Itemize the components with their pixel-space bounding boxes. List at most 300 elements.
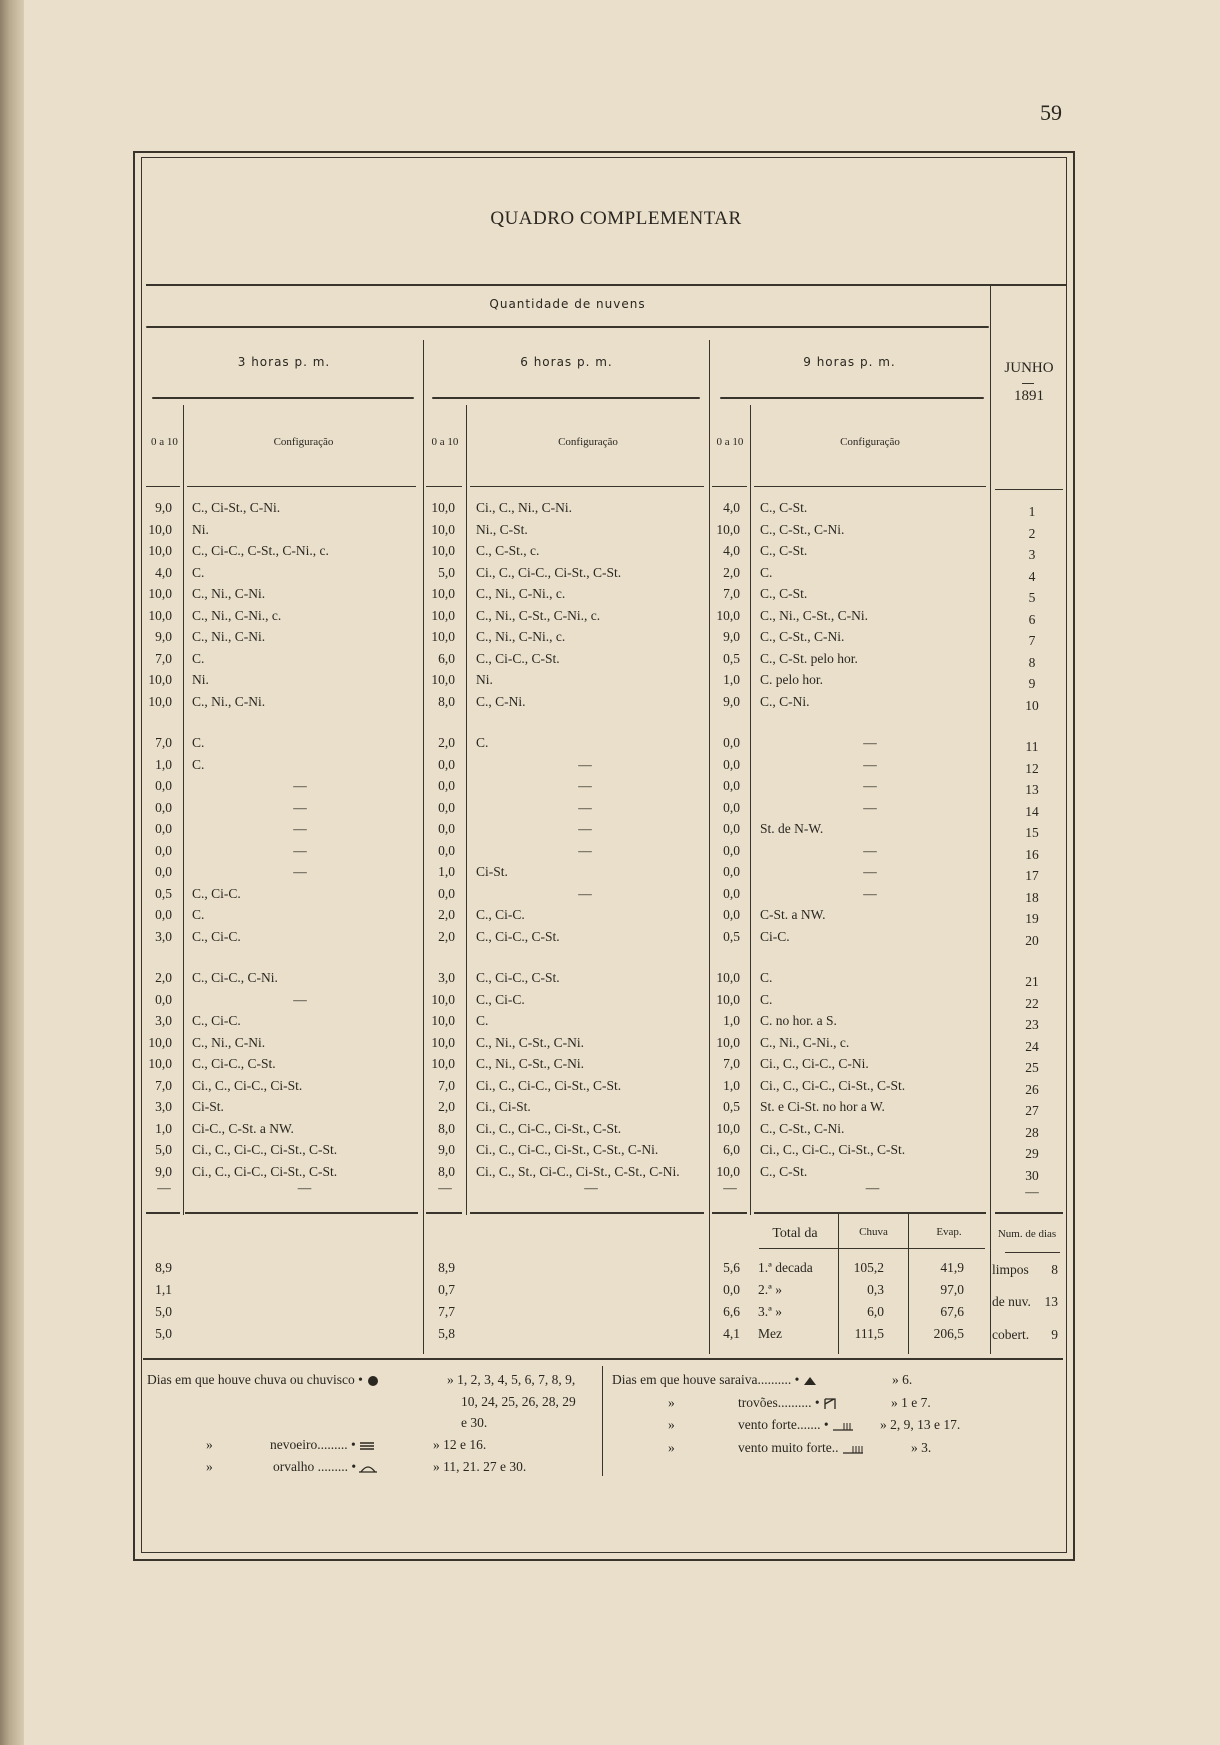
cell-amount-3pm: 10,0	[148, 521, 172, 537]
cell-amount-9pm: 0,5	[723, 650, 740, 666]
cell-config-9pm: —	[863, 842, 877, 858]
cell-amount-9pm: 10,0	[716, 1163, 740, 1179]
note-thunder-text: trovões..........	[738, 1395, 812, 1410]
note-bullet: •	[794, 1372, 800, 1387]
header-underline	[754, 486, 986, 487]
cell-config-9pm: C., C-St.	[760, 1163, 808, 1179]
cell-amount-6pm: 8,0	[438, 693, 455, 709]
cell-amount-3pm: 10,0	[148, 672, 172, 687]
cell-config-3pm: Ci., C., Ci-C., Ci-St., C-St.	[192, 1142, 338, 1157]
cell-day: 1	[1028, 504, 1036, 519]
table-row	[0, 1078, 1220, 1098]
very-strong-wind-icon	[842, 1444, 864, 1454]
summary-amount-6pm: 5,8	[438, 1326, 455, 1341]
thunder-icon	[823, 1398, 837, 1410]
table-row	[0, 778, 1220, 798]
cell-config-9pm: C., Ni., C-Ni., c.	[760, 1034, 850, 1050]
days-clear-value: 8	[1051, 1262, 1058, 1277]
cell-config-6pm: —	[578, 885, 592, 901]
cell-amount-3pm: 10,0	[148, 1034, 172, 1050]
cell-config-6pm: C.	[476, 735, 489, 750]
cell-day: 30	[1025, 1167, 1039, 1183]
cell-amount-9pm: 0,0	[723, 756, 740, 772]
table-row	[0, 565, 1220, 585]
table-row	[0, 500, 1220, 520]
summary-amount-3pm: 1,1	[155, 1282, 172, 1297]
notes-divider	[602, 1366, 603, 1476]
cell-config-6pm: Ci., C., Ci-C., Ci-St., C-St.	[476, 564, 622, 580]
cell-config-3pm: C.	[192, 564, 205, 580]
summary-period: 1.ª decada	[758, 1260, 813, 1275]
table-row	[0, 522, 1220, 542]
cell-amount-3pm: 7,0	[155, 735, 172, 750]
cell-amount-3pm: 0,0	[155, 864, 172, 879]
header-underline	[470, 486, 704, 487]
cell-config-3pm: Ci-St.	[192, 1099, 224, 1114]
group-header: Quantidade de nuvens	[489, 297, 646, 311]
note-hail-days: » 6.	[892, 1372, 913, 1387]
cell-amount-3pm: —	[157, 1180, 171, 1195]
table-row	[0, 929, 1220, 949]
summary-total-header: Total da	[772, 1226, 818, 1241]
cell-amount-6pm: 0,0	[438, 821, 455, 836]
table-row	[0, 1035, 1220, 1055]
cell-amount-6pm: 0,0	[438, 842, 455, 858]
summary-rain: 0,3	[867, 1282, 884, 1297]
cell-config-6pm: Ni., C-St.	[476, 521, 528, 537]
note-ditto: »	[206, 1437, 213, 1452]
note-dew-days: » 11, 21. 27 e 30.	[433, 1459, 527, 1474]
note-strong-wind-label	[738, 1440, 864, 1456]
cell-amount-6pm: 10,0	[431, 991, 455, 1007]
cell-amount-9pm: 0,5	[723, 928, 740, 944]
cell-config-9pm: C., Ni., C-St., C-Ni.	[760, 607, 869, 623]
cell-config-3pm: C., Ni., C-Ni.	[192, 1034, 266, 1050]
header-underline	[187, 486, 416, 487]
cell-day: 22	[1025, 995, 1039, 1011]
table-row	[0, 694, 1220, 714]
note-thunder-label	[738, 1395, 837, 1411]
table-row	[0, 1099, 1220, 1119]
cell-config-9pm: —	[863, 735, 877, 750]
summary-rain: 111,5	[854, 1326, 884, 1341]
cell-config-9pm: C. pelo hor.	[760, 672, 823, 687]
cell-amount-3pm: 9,0	[155, 500, 172, 515]
summary-amount-6pm: 0,7	[438, 1282, 455, 1297]
note-hail-label	[612, 1372, 817, 1388]
cell-amount-6pm: 0,0	[438, 885, 455, 901]
table-row	[0, 992, 1220, 1012]
table-end-rule	[146, 1212, 180, 1214]
days-clear	[992, 1262, 1062, 1278]
cell-config-3pm: C., Ci-C.	[192, 885, 241, 901]
summary-amount-6pm: 8,9	[438, 1260, 455, 1275]
cell-day: 13	[1025, 782, 1039, 797]
note-rain-days-3: e 30.	[461, 1415, 488, 1430]
cell-amount-9pm: 9,0	[723, 693, 740, 709]
cell-amount-6pm: 2,0	[438, 928, 455, 944]
cell-config-6pm: Ni.	[476, 672, 493, 687]
cell-amount-6pm: 0,0	[438, 778, 455, 793]
summary-rain: 105,2	[853, 1260, 884, 1275]
cell-day: 6	[1028, 611, 1036, 627]
table-end-rule	[470, 1212, 704, 1214]
cell-config-6pm: C., Ci-C., C-St.	[476, 928, 560, 944]
cell-config-3pm: —	[293, 864, 307, 879]
cell-config-9pm: C., C-St., C-Ni.	[760, 629, 845, 644]
table-row	[0, 800, 1220, 820]
cell-amount-9pm: 0,0	[723, 885, 740, 901]
note-bullet: •	[351, 1459, 357, 1474]
cell-amount-3pm: 7,0	[155, 650, 172, 666]
table-row	[0, 757, 1220, 777]
cell-amount-9pm: 9,0	[723, 629, 740, 644]
summary-amount-6pm: 7,7	[438, 1304, 455, 1319]
cell-amount-6pm: 8,0	[438, 1163, 455, 1179]
cell-amount-9pm: 0,0	[723, 799, 740, 815]
cell-config-6pm: C., Ci-C.	[476, 991, 525, 1007]
cell-config-6pm: —	[578, 842, 592, 858]
cell-config-3pm: Ni.	[192, 521, 209, 537]
note-bullet: •	[350, 1437, 356, 1452]
table-row	[0, 821, 1220, 841]
cell-amount-3pm: 2,0	[155, 970, 172, 985]
cell-amount-9pm: 1,0	[723, 1077, 740, 1093]
cell-amount-6pm: 5,0	[438, 564, 455, 580]
notes-rule	[143, 1358, 1063, 1360]
table-end-rule	[185, 1212, 418, 1214]
cell-amount-6pm: 10,0	[431, 543, 455, 558]
cell-amount-3pm: 1,0	[155, 756, 172, 772]
days-overcast-value: 9	[1051, 1327, 1058, 1342]
cell-day: 18	[1025, 889, 1039, 905]
cell-config-6pm: C., Ci-C., C-St.	[476, 650, 560, 666]
cell-amount-3pm: 3,0	[155, 928, 172, 944]
cell-day: 5	[1028, 590, 1036, 605]
cell-config-9pm: —	[863, 864, 877, 879]
cell-config-3pm: C., Ci-St., C-Ni.	[192, 500, 281, 515]
cell-amount-9pm: 2,0	[723, 564, 740, 580]
col-config-6pm: Configuração	[558, 436, 618, 448]
table-row	[0, 843, 1220, 863]
rain-icon	[366, 1374, 380, 1388]
note-rain-label	[147, 1372, 380, 1388]
note-strong-wind-days: » 3.	[911, 1440, 932, 1455]
cell-config-6pm: Ci., C., St., Ci-C., Ci-St., C-St., C-Ni.	[476, 1163, 680, 1179]
cell-config-3pm: Ci., C., Ci-C., Ci-St.	[192, 1077, 303, 1093]
hail-icon	[803, 1376, 817, 1386]
days-underline	[1005, 1252, 1060, 1253]
cell-day: 3	[1028, 547, 1036, 562]
cell-day: 21	[1025, 974, 1039, 989]
header-underline	[146, 486, 180, 487]
cell-config-6pm: C., Ni., C-St., C-Ni., c.	[476, 607, 601, 623]
cell-amount-3pm: 0,0	[155, 842, 172, 858]
cell-config-3pm: C., Ni., C-Ni.	[192, 586, 266, 601]
header-underline	[995, 489, 1063, 490]
cell-day: 23	[1025, 1017, 1039, 1032]
summary-rain-header: Chuva	[859, 1226, 888, 1238]
table-row	[0, 1142, 1220, 1162]
days-cloudy-value: 13	[1044, 1294, 1058, 1309]
note-rain-days-2: 10, 24, 25, 26, 28, 29	[461, 1394, 576, 1409]
cell-config-3pm: C., Ci-C., C-Ni.	[192, 970, 278, 985]
cell-amount-3pm: 0,0	[155, 778, 172, 793]
note-strong-wind-text: vento muito forte..	[738, 1440, 839, 1455]
table-row	[0, 672, 1220, 692]
cell-day: 7	[1028, 633, 1036, 648]
table-end-rule	[995, 1212, 1063, 1214]
summary-amount-9pm: 6,6	[723, 1304, 740, 1319]
page-title: QUADRO COMPLEMENTAR	[490, 208, 742, 229]
cell-config-9pm: —	[863, 756, 877, 772]
cell-config-6pm: Ci., Ci-St.	[476, 1099, 531, 1114]
days-cloudy-label: de nuv.	[992, 1294, 1031, 1309]
summary-amount-9pm: 0,0	[723, 1282, 740, 1297]
cell-config-9pm: C. no hor. a S.	[760, 1013, 837, 1028]
cell-day: 29	[1025, 1146, 1039, 1161]
cell-day: 11	[1025, 739, 1039, 754]
days-cloudy	[992, 1294, 1062, 1310]
cell-day: 19	[1025, 911, 1039, 926]
cell-config-9pm: —	[863, 778, 877, 793]
cell-amount-6pm: 6,0	[438, 650, 455, 666]
note-wind-label	[738, 1417, 854, 1433]
cell-amount-9pm: 10,0	[716, 1034, 740, 1050]
cell-amount-3pm: 9,0	[155, 1163, 172, 1179]
cell-amount-9pm: 0,0	[723, 864, 740, 879]
table-row	[0, 1121, 1220, 1141]
note-dew-label	[273, 1459, 377, 1475]
col-amount-6pm: 0 a 10	[431, 436, 459, 448]
table-row	[0, 886, 1220, 906]
cell-amount-9pm: 0,0	[723, 821, 740, 836]
cell-amount-6pm: 2,0	[438, 907, 455, 922]
cell-amount-3pm: 10,0	[148, 607, 172, 623]
brace-3pm	[152, 397, 414, 399]
cell-day: 10	[1025, 697, 1039, 713]
group-brace	[146, 326, 989, 328]
cell-config-3pm: C., Ci-C., C-St., C-Ni., c.	[192, 543, 329, 558]
cell-config-3pm: Ni.	[192, 672, 209, 687]
cell-amount-6pm: 10,0	[431, 672, 455, 687]
table-end-row	[0, 1180, 1220, 1200]
cell-config-3pm: C.	[192, 735, 205, 750]
table-row	[0, 970, 1220, 990]
cell-amount-6pm: 10,0	[431, 521, 455, 537]
cell-config-6pm: C., C-St., c.	[476, 543, 540, 558]
cell-config-6pm: Ci., C., Ni., C-Ni.	[476, 500, 573, 515]
cell-config-9pm: C-St. a NW.	[760, 907, 826, 922]
cell-config-9pm: C., C-St., C-Ni.	[760, 1120, 845, 1136]
cell-config-3pm: Ci., C., Ci-C., Ci-St., C-St.	[192, 1163, 338, 1179]
cell-amount-6pm: 1,0	[438, 864, 455, 879]
cell-day: 24	[1025, 1038, 1039, 1054]
cell-day: 14	[1025, 803, 1039, 819]
cell-amount-3pm: 1,0	[155, 1120, 172, 1136]
cell-amount-3pm: 3,0	[155, 1013, 172, 1028]
cell-day: 26	[1025, 1081, 1039, 1097]
cell-config-9pm: C., C-St. pelo hor.	[760, 650, 858, 666]
cell-amount-3pm: 10,0	[148, 586, 172, 601]
summary-amount-3pm: 5,0	[155, 1304, 172, 1319]
cell-config-9pm: —	[863, 885, 877, 901]
summary-evap: 67,6	[940, 1304, 964, 1319]
page-number: 59	[1040, 100, 1062, 125]
note-thunder-days: » 1 e 7.	[891, 1395, 931, 1410]
cell-amount-9pm: 10,0	[716, 521, 740, 537]
days-overcast-label: cobert.	[992, 1327, 1030, 1342]
cell-config-6pm: —	[578, 821, 592, 836]
strong-wind-icon	[832, 1421, 854, 1431]
cell-config-9pm: C., C-Ni.	[760, 693, 810, 709]
summary-evap: 97,0	[940, 1282, 964, 1297]
cell-amount-9pm: —	[723, 1180, 737, 1195]
cell-amount-6pm: 9,0	[438, 1142, 455, 1157]
note-bullet: •	[358, 1372, 363, 1387]
note-rain-text: Dias em que houve chuva ou chuvisco	[147, 1372, 355, 1387]
table-row	[0, 1056, 1220, 1076]
table-row	[0, 651, 1220, 671]
cell-amount-3pm: 0,0	[155, 907, 172, 922]
cell-day: 16	[1025, 846, 1039, 862]
cell-config-9pm: —	[863, 799, 877, 815]
cell-config-6pm: C., Ni., C-St., C-Ni.	[476, 1056, 585, 1071]
cell-amount-3pm: 0,0	[155, 799, 172, 815]
cell-amount-9pm: 10,0	[716, 607, 740, 623]
brace-9pm	[720, 397, 984, 399]
cell-config-6pm: —	[578, 756, 592, 772]
cell-amount-6pm: 8,0	[438, 1120, 455, 1136]
cell-config-3pm: C., Ci-C.	[192, 928, 241, 944]
cell-config-6pm: C., C-Ni.	[476, 693, 526, 709]
cell-amount-3pm: 5,0	[155, 1142, 172, 1157]
cell-amount-9pm: 4,0	[723, 500, 740, 515]
header-rule	[146, 284, 1066, 286]
table-row	[0, 735, 1220, 755]
cell-amount-6pm: 0,0	[438, 799, 455, 815]
cell-amount-3pm: 3,0	[155, 1099, 172, 1114]
cell-config-6pm: C., Ni., C-Ni., c.	[476, 586, 566, 601]
cell-config-6pm: Ci., C., Ci-C., Ci-St., C-St., C-Ni.	[476, 1142, 659, 1157]
cell-amount-6pm: 10,0	[431, 1056, 455, 1071]
cell-amount-6pm: 10,0	[431, 629, 455, 644]
table-end-rule	[754, 1212, 986, 1214]
note-fog-label	[270, 1437, 375, 1453]
cell-amount-9pm: 4,0	[723, 543, 740, 558]
col-config-3pm: Configuração	[273, 436, 334, 448]
cell-config-6pm: C., Ni., C-St., C-Ni.	[476, 1034, 585, 1050]
cell-config-9pm: Ci., C., Ci-C., C-Ni.	[760, 1056, 869, 1071]
summary-amount-3pm: 8,9	[155, 1260, 172, 1275]
cell-amount-3pm: 0,0	[155, 991, 172, 1007]
cell-config-9pm: C.	[760, 991, 773, 1007]
cell-config-9pm: C., C-St.	[760, 500, 808, 515]
table-row	[0, 629, 1220, 649]
cell-config-9pm: St. de N-W.	[760, 821, 824, 836]
note-rain-days: » 1, 2, 3, 4, 5, 6, 7, 8, 9,	[447, 1372, 576, 1387]
cell-day: 12	[1025, 760, 1039, 776]
cell-day: 9	[1028, 676, 1036, 691]
cell-config-3pm: C., Ci-C., C-St.	[192, 1056, 276, 1071]
note-ditto: »	[668, 1440, 675, 1455]
header-underline	[712, 486, 747, 487]
brace-6pm	[432, 397, 700, 399]
cell-config-6pm: —	[584, 1180, 598, 1195]
col-amount-9pm: 0 a 10	[716, 436, 744, 448]
cell-amount-9pm: 0,0	[723, 735, 740, 750]
cell-config-9pm: C., C-St.	[760, 543, 808, 558]
cell-config-6pm: Ci., C., Ci-C., Ci-St., C-St.	[476, 1077, 622, 1093]
note-fog-days: » 12 e 16.	[433, 1437, 487, 1452]
cell-config-9pm: St. e Ci-St. no hor a W.	[760, 1099, 885, 1114]
summary-period: 2.ª »	[758, 1282, 782, 1297]
dew-icon	[359, 1463, 377, 1473]
cell-config-6pm: Ci., C., Ci-C., Ci-St., C-St.	[476, 1120, 622, 1136]
summary-rain: 6,0	[867, 1304, 884, 1319]
cell-amount-6pm: 7,0	[438, 1077, 455, 1093]
cell-config-3pm: C., Ni., C-Ni.	[192, 693, 266, 709]
table-row	[0, 907, 1220, 927]
cell-config-6pm: C., Ci-C.	[476, 907, 525, 922]
cell-day: 20	[1025, 932, 1039, 948]
note-ditto: »	[206, 1459, 213, 1474]
cell-day: 2	[1028, 525, 1036, 541]
cell-amount-9pm: 0,0	[723, 778, 740, 793]
note-dew-text: orvalho .........	[273, 1459, 348, 1474]
note-wind-days: » 2, 9, 13 e 17.	[880, 1417, 961, 1432]
summary-period: Mez	[758, 1326, 782, 1341]
table-row	[0, 608, 1220, 628]
summary-evap: 41,9	[940, 1260, 964, 1275]
cell-config-9pm: C.	[760, 970, 773, 985]
cell-amount-9pm: 1,0	[723, 672, 740, 687]
cell-config-3pm: C.	[192, 756, 205, 772]
cell-amount-6pm: 10,0	[431, 500, 455, 515]
cell-amount-6pm: 10,0	[431, 607, 455, 623]
cell-config-3pm: —	[293, 821, 307, 836]
cell-amount-3pm: 0,5	[155, 885, 172, 901]
cell-config-6pm: C., Ni., C-Ni., c.	[476, 629, 566, 644]
cell-day: 25	[1025, 1060, 1039, 1075]
cell-config-3pm: —	[293, 778, 307, 793]
cell-amount-3pm: 4,0	[155, 564, 172, 580]
cell-config-6pm: Ci-St.	[476, 864, 508, 879]
cell-config-3pm: C.	[192, 650, 205, 666]
note-bullet: •	[814, 1395, 820, 1410]
cell-config-9pm: C., C-St., C-Ni.	[760, 521, 845, 537]
summary-evap-header: Evap.	[936, 1226, 962, 1238]
cell-amount-3pm: 10,0	[148, 1056, 172, 1071]
cell-config-9pm: C., C-St.	[760, 586, 808, 601]
cell-config-9pm: Ci., C., Ci-C., Ci-St., C-St.	[760, 1077, 906, 1093]
col-config-9pm: Configuração	[840, 436, 900, 448]
cell-amount-9pm: 10,0	[716, 970, 740, 985]
period-3pm: 3 horas p. m.	[237, 355, 331, 369]
cell-config-3pm: —	[293, 799, 307, 815]
cell-amount-9pm: 6,0	[723, 1142, 740, 1157]
summary-amount-9pm: 4,1	[723, 1326, 740, 1341]
cell-config-6pm: —	[578, 778, 592, 793]
cell-amount-6pm: 0,0	[438, 756, 455, 772]
cell-amount-9pm: 7,0	[723, 1056, 740, 1071]
cell-amount-3pm: 10,0	[148, 693, 172, 709]
period-6pm: 6 horas p. m.	[520, 355, 613, 369]
cell-amount-9pm: 0,5	[723, 1099, 740, 1114]
cell-config-9pm: Ci-C.	[760, 928, 790, 944]
cell-amount-3pm: 7,0	[155, 1077, 172, 1093]
fog-icon	[359, 1441, 375, 1451]
